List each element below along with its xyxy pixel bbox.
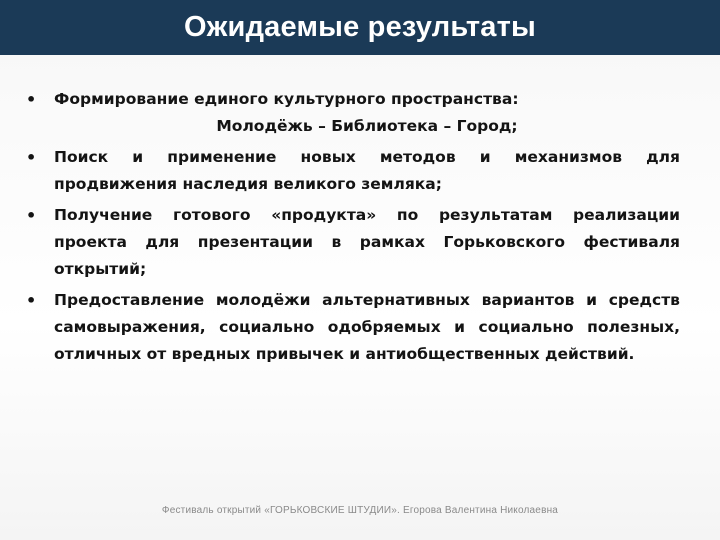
bullet-dot-icon: •: [26, 148, 37, 167]
bullet-3-line-1: Получение готового «продукта» по результатам реализации: [54, 206, 680, 224]
bullet-1-line-1: Формирование единого культурного пространства:: [54, 90, 519, 108]
bullet-dot-icon: •: [26, 206, 37, 225]
bullet-list: [24, 86, 680, 372]
bullet-item-1: [24, 86, 680, 140]
title-bar: [0, 0, 720, 55]
bullet-item-3: [24, 202, 680, 283]
slide-title: Ожидаемые результаты: [184, 11, 536, 43]
bullet-4-line-1: Предоставление молодёжи альтернативных вариантов и средств: [54, 291, 680, 309]
bullet-dot-icon: •: [26, 90, 37, 109]
bullet-item-4: [24, 287, 680, 368]
bullet-dot-icon: •: [26, 291, 37, 310]
bullet-3-line-3: открытий;: [54, 260, 147, 278]
bullet-item-2: [24, 144, 680, 198]
bullet-4-line-2: самовыражения, социально одобряемых и социально полезных,: [54, 318, 680, 336]
bullet-1-line-2: Молодёжь – Библиотека – Город;: [216, 117, 518, 135]
slide-footer: Фестиваль открытий «ГОРЬКОВСКИЕ ШТУДИИ». Егорова Валентина Николаевна: [161, 505, 559, 516]
bullet-2-line-2: продвижения наследия великого земляка;: [54, 175, 442, 193]
bullet-3-line-2: проекта для презентации в рамках Горьковского фестиваля: [54, 233, 680, 251]
bullet-4-line-3: отличных от вредных привычек и антиобщественных действий.: [54, 345, 635, 363]
bullet-2-line-1: Поиск и применение новых методов и механизмов для: [54, 148, 680, 166]
